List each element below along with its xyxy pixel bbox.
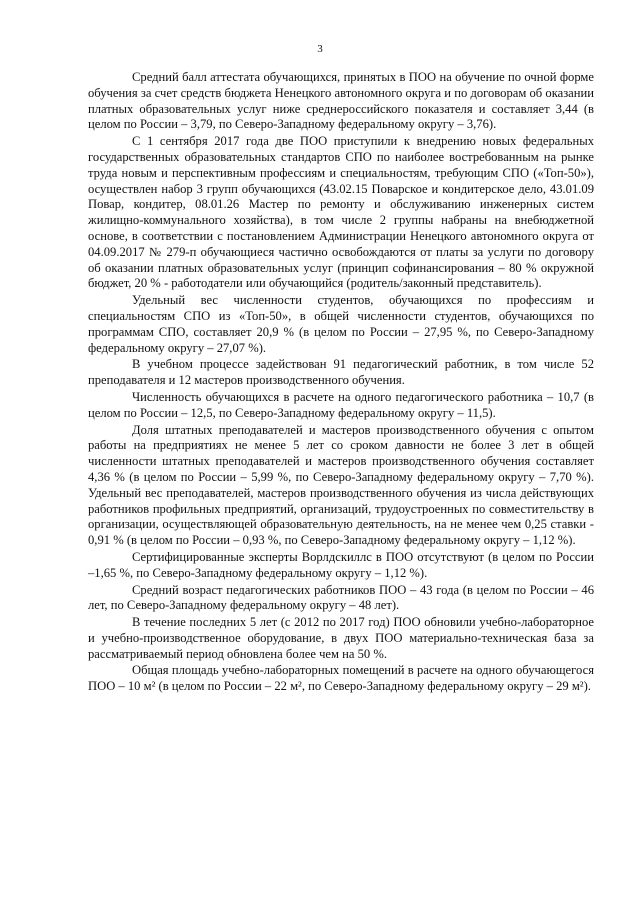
paragraph-lab-area: Общая площадь учебно-лабораторных помещений в расчете на одного обучающегося ПОО – 10 м² (в целом по России – 22 м², по Северо-Западному федеральному округу – 29 м²).: [88, 663, 594, 694]
paragraph-top50-share: Удельный вес численности студентов, обучающихся по профессиям и специальностям СПО из «Топ-50», в общей численности студентов, обучающихся по программам СПО, составляет 20,9 % (в целом по России – 27,95 %, по Северо-Западному федеральному округу – 27,07 %).: [88, 293, 594, 355]
paragraph-average-age: Средний возраст педагогических работников ПОО – 43 года (в целом по России – 46 лет, по Северо-Западному федеральному округу – 48 лет).: [88, 582, 594, 613]
page-number: 3: [317, 43, 323, 55]
paragraph-worldskills-experts: Сертифицированные эксперты Ворлдскиллс в ПОО отсутствуют (в целом по России –1,65 %, по Северо-Западному федеральному округу – 1,12 %).: [88, 549, 594, 580]
paragraph-staff-experience: Доля штатных преподавателей и мастеров производственного обучения с опытом работы на предприятиях не менее 5 лет со сроком давности не более 3 лет в общей численности штатных преподавателей и мастеров производственного обучения составляет 4,36 % (в целом по России – 5,99 %, по Северо-Западному федеральному округу – 7,70 %). Удельный вес преподавателей, мастеров производственного обучения из числа действующих работников профильных предприятий, организаций, трудоустроенных по совместительству в организации, осуществляющей образовательную деятельность, на не менее чем 0,25 ставки - 0,91 % (в целом по России – 0,93 %, по Северо-Западному федеральному округу – 1,12 %).: [88, 422, 594, 548]
paragraph-equipment-update: В течение последних 5 лет (с 2012 по 2017 год) ПОО обновили учебно-лабораторное и учебно-производственное оборудование, в двух ПОО материально-техническая база за рассматриваемый период обновлена более чем на 50 %.: [88, 615, 594, 661]
paragraph-teaching-staff: В учебном процессе задействован 91 педагогический работник, в том числе 52 преподавателя и 12 мастеров производственного обучения.: [88, 357, 594, 388]
paragraph-students-per-teacher: Численность обучающихся в расчете на одного педагогического работника – 10,7 (в целом по России – 12,5, по Северо-Западному федеральному округу – 11,5).: [88, 389, 594, 420]
document-body: [88, 70, 594, 696]
paragraph-top50-standards: С 1 сентября 2017 года две ПОО приступили к внедрению новых федеральных государственных образовательных стандартов СПО по наиболее востребованным на рынке труда новым и перспективным профессиям и специальностям, требующим СПО («Топ-50»), осуществлен набор 3 групп обучающихся (43.02.15 Поварское и кондитерское дело, 43.01.09 Повар, кондитер, 08.01.26 Мастер по ремонту и обслуживанию инженерных систем жилищно-коммунального хозяйства), в том числе 2 группы набраны на внебюджетной основе, в соответствии с постановлением Администрации Ненецкого автономного округа от 04.09.2017 № 279-п обучающиеся частично освобождаются от платы за услуги по договору об оказании платных образовательных услуг (принцип софинансирования – 80 % окружной бюджет, 20 % - работодатели или обучающийся (родитель/законный представитель).: [88, 134, 594, 291]
paragraph-avg-certificate-score: Средний балл аттестата обучающихся, принятых в ПОО на обучение по очной форме обучения за счет средств бюджета Ненецкого автономного округа и по договорам об оказании платных образовательных услуг ниже среднероссийского показателя и составляет 3,44 (в целом по России – 3,79, по Северо-Западному федеральному округу – 3,76).: [88, 70, 594, 132]
